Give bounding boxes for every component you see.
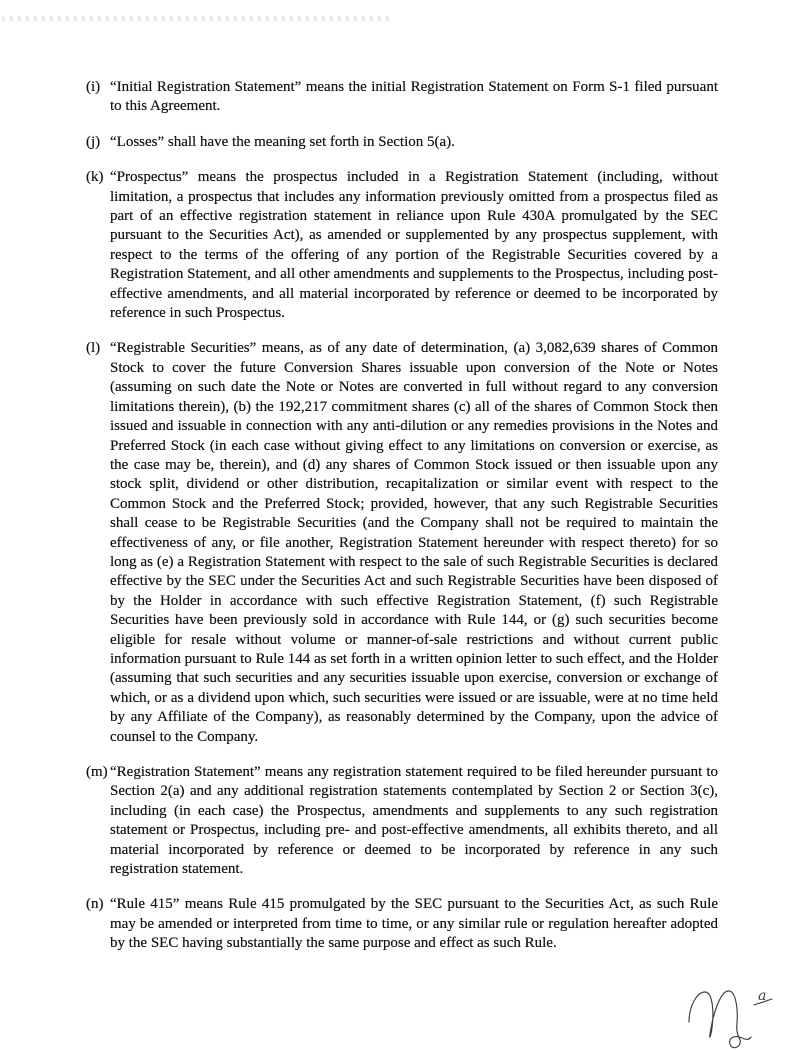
clause-l [86,339,718,747]
clause-text: “Initial Registration Statement” means the initial Registration Statement on Form S-1 filed pursuant to this Agreement. [110,79,718,115]
clause-m [86,763,718,879]
document-body [86,78,718,970]
initial-m-stroke [689,991,751,1048]
handwritten-initials [640,975,785,1050]
clause-label: (k) [86,169,104,186]
clause-text: “Prospectus” means the prospectus included in a Registration Statement (including, without limitation, a prospectus that includes any information previously omitted from a prospectus filed as part of an effective registration statement in reliance upon Rule 430A promulgated by the SEC pursuant to the Securities Act), as amended or supplemented by any prospectus supplement, with respect to the terms of the offering of any portion of the Registrable Securities covered by a Registration Statement, and all other amendments and supplements to the Prospectus, including post-effective amendments, and all material incorporated by reference or deemed to be incorporated by reference in such Prospectus. [110,169,718,322]
clause-label: (m) [86,764,108,780]
clause-n [86,895,718,953]
clause-i [86,78,718,117]
clause-label: (l) [86,340,101,357]
clause-label: (j) [86,133,101,150]
clause-text: “Registration Statement” means any registration statement required to be filed hereunder pursuant to Section 2(a) and any additional registration statements contemplated by Section 2 or Section 3(c), including (in each case) the Prospectus, amendments and supplements to any such registration statement or Prospectus, including pre- and post-effective amendments, all exhibits thereto, and all material incorporated by reference or deemed to be incorporated by reference in any such registration statement. [110,764,718,878]
clause-text: “Registrable Securities” means, as of any date of determination, (a) 3,082,639 shares of Common Stock to cover the future Conversion Shares issuable upon conversion of the Note or Notes (assuming on such date the Note or Notes are converted in full without regard to any conversion limitations therein), (b) the 192,217 commitment shares (c) all of the shares of Common Stock then issued and issuable in connection with any anti-dilution or any remedies provisions in the Notes and Preferred Stock (in each case without giving effect to any limitations on conversion or exercise, as the case may be, therein), and (d) any shares of Common Stock issued or then issuable upon any stock split, dividend or other distribution, recapitalization or similar event with respect to the Common Stock and the Preferred Stock; provided, however, that any such Registrable Securities shall cease to be Registrable Securities (and the Company shall not be required to maintain the effectiveness of any, or file another, Registration Statement hereunder with respect thereto) for so long as (e) a Registration Statement with respect to the sale of such Registrable Securities is declared effective by the SEC under the Securities Act and such Registrable Securities have been disposed of by the Holder in accordance with such effective Registration Statement, (f) such Registrable Securities have been previously sold in accordance with Rule 144, or (g) such securities become eligible for resale without volume or manner-of-sale restrictions and without current public information pursuant to Rule 144 as set forth in a written opinion letter to such effect, and the Holder (assuming that such securities and any securities issuable upon exercise, conversion or exchange of which, or as a dividend upon which, such securities were issued or are issuable, were at no time held by any Affiliate of the Company), as reasonably determined by the Company, upon the advice of counsel to the Company. [110,340,718,745]
clause-label: (n) [86,896,104,913]
clause-j [86,133,718,152]
faint-scan-header-artifact [2,16,390,21]
clause-text: “Rule 415” means Rule 415 promulgated by the SEC pursuant to the Securities Act, as such Rule may be amended or interpreted from time to time, or any similar rule or regulation hereafter adopted by the SEC having substantially the same purpose and effect as such Rule. [110,896,718,952]
clause-label: (i) [86,79,101,95]
initial-superscript-a: a [758,988,767,1004]
clause-text: “Losses” shall have the meaning set forth in Section 5(a). [110,133,455,150]
clause-k [86,168,718,323]
